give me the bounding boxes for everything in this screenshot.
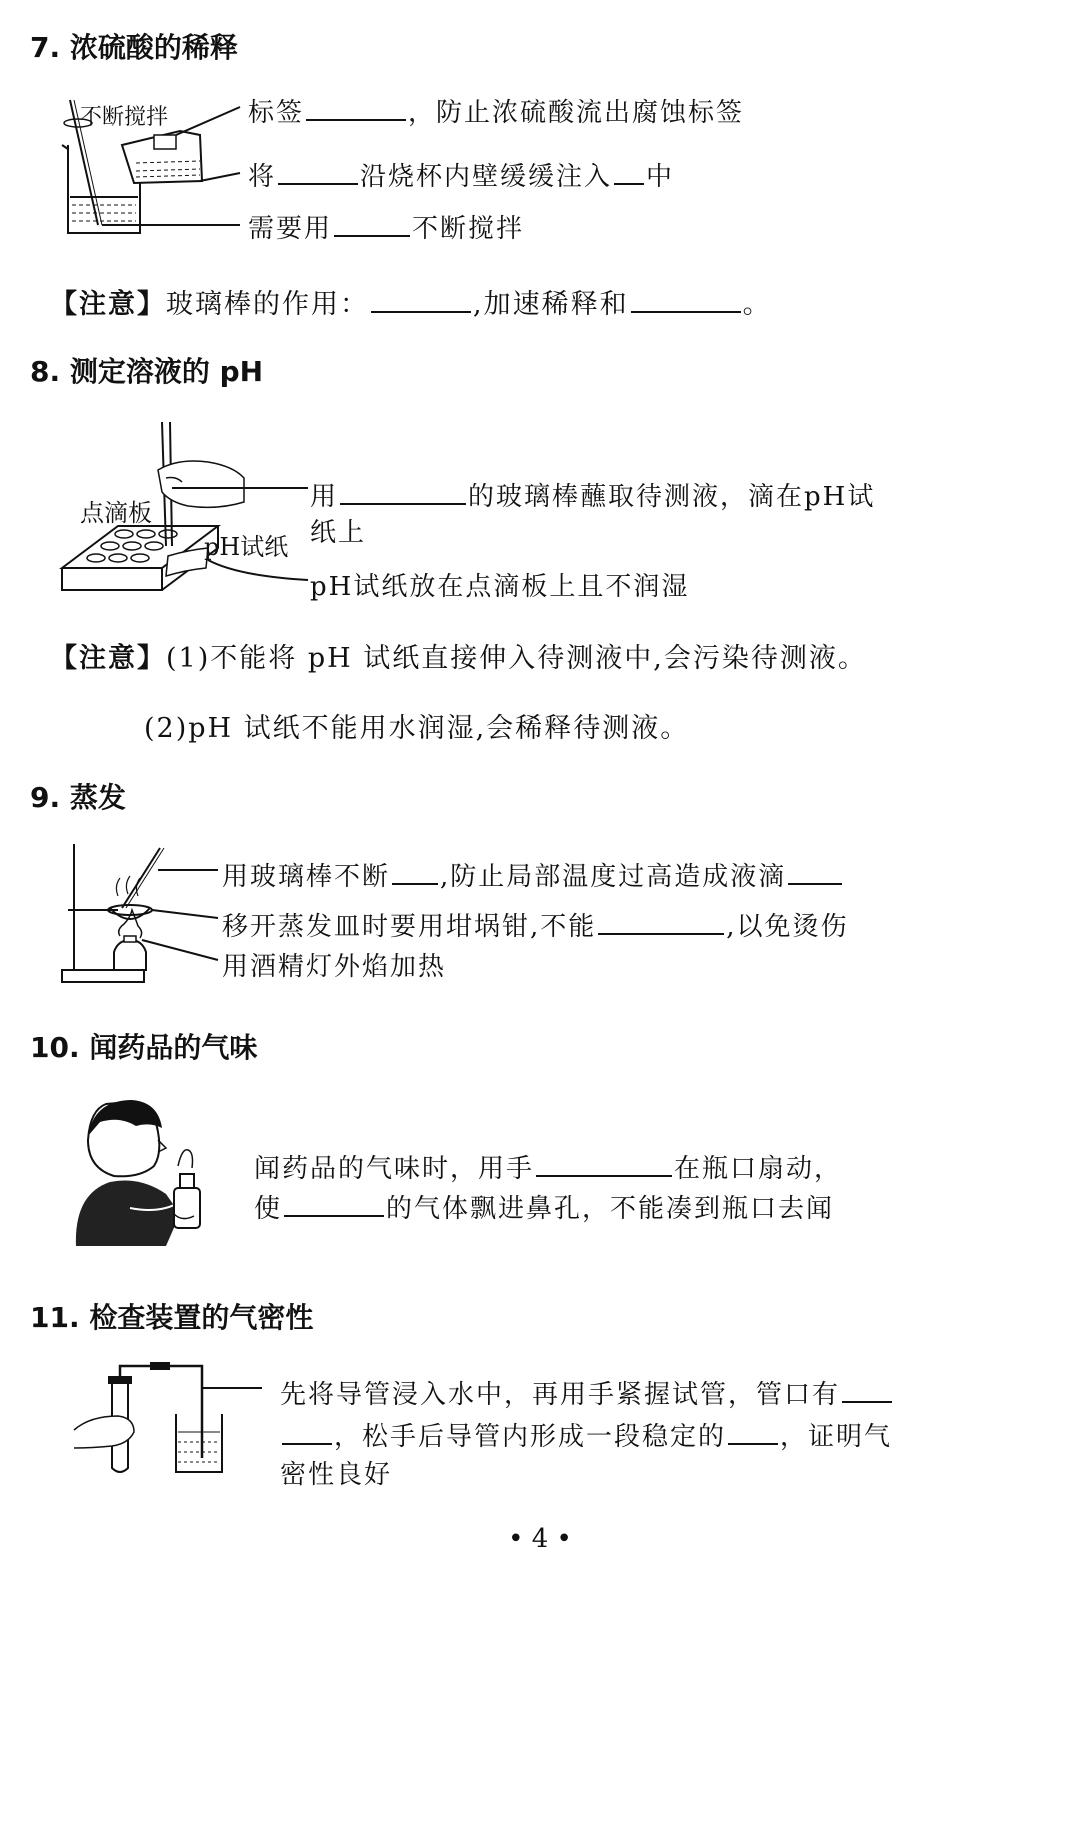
s7-line3-b: 不断搅拌 xyxy=(412,214,525,244)
blank xyxy=(842,1379,892,1403)
page-number: • 4 • xyxy=(508,1524,572,1554)
s7-line3 xyxy=(248,208,524,245)
spot-plate-label: 点滴板 xyxy=(80,499,152,527)
s8-line1 xyxy=(310,476,875,513)
s7-line3-a: 需要用 xyxy=(248,214,333,244)
s7-line1-b: ，防止浓硫酸流出腐蚀标签 xyxy=(408,98,745,128)
s8-line2: pH试纸放在点滴板上且不润湿 xyxy=(310,572,690,602)
s7-line2-b: 沿烧杯内壁缓缓注入 xyxy=(360,162,613,192)
s7-note-a: 玻璃棒的作用： xyxy=(166,289,369,320)
airtightness-figure xyxy=(72,1358,262,1478)
s10-line2 xyxy=(254,1188,834,1225)
blank xyxy=(614,161,644,185)
blank xyxy=(340,481,466,505)
blank xyxy=(306,97,406,121)
s7-line1-a: 标签 xyxy=(248,98,305,128)
s10-line2-a: 使 xyxy=(254,1194,283,1224)
note-heading: 【注意】 xyxy=(50,643,166,674)
stir-label: 不断搅拌 xyxy=(80,105,169,130)
s9-line3: 用酒精灯外焰加热 xyxy=(222,952,447,982)
s11-line2-c: ，证明气 xyxy=(780,1422,893,1452)
section-7-title: 7. 浓硫酸的稀释 xyxy=(30,31,238,64)
s8-note1 xyxy=(50,636,867,675)
s11-line2-b: ，松手后导管内形成一段稳定的 xyxy=(334,1422,727,1452)
blank xyxy=(631,289,741,313)
s11-line1-text: 先将导管浸入水中，再用手紧握试管，管口有 xyxy=(280,1380,841,1410)
section-10-title: 10. 闻药品的气味 xyxy=(30,1031,258,1064)
s7-line1 xyxy=(248,92,744,129)
s7-line2-c: 中 xyxy=(646,162,675,192)
s8-line1-wrap: 纸上 xyxy=(310,518,367,548)
blank xyxy=(536,1153,672,1177)
s7-note-b: ,加速稀释和 xyxy=(473,289,629,320)
section-9-title: 9. 蒸发 xyxy=(30,781,126,814)
blank xyxy=(282,1421,332,1445)
smelling-figure xyxy=(70,1096,220,1256)
blank xyxy=(788,861,842,885)
evaporation-figure xyxy=(58,840,218,990)
s9-line2 xyxy=(222,906,849,943)
s9-line1-a: 用玻璃棒不断 xyxy=(222,862,391,892)
section-8-title: 8. 测定溶液的 pH xyxy=(30,355,264,388)
s8-line1-b: 的玻璃棒蘸取待测液，滴在pH试 xyxy=(468,482,876,512)
s10-line1 xyxy=(254,1148,842,1185)
s11-line1 xyxy=(280,1374,894,1411)
blank xyxy=(334,213,410,237)
s9-line1 xyxy=(222,856,844,893)
note-heading: 【注意】 xyxy=(50,289,166,320)
s10-line2-b: 的气体飘进鼻孔，不能凑到瓶口去闻 xyxy=(386,1194,835,1224)
s9-line2-b: ,以免烫伤 xyxy=(726,912,849,942)
ph-paper-label: pH试纸 xyxy=(204,533,289,561)
s8-note2: (2)pH 试纸不能用水润湿,会稀释待测液。 xyxy=(144,713,690,744)
s11-line3: 密性良好 xyxy=(280,1460,393,1490)
s10-line1-a: 闻药品的气味时，用手 xyxy=(254,1154,535,1184)
s9-line1-b: ,防止局部温度过高造成液滴 xyxy=(440,862,787,892)
blank xyxy=(284,1193,384,1217)
blank xyxy=(728,1421,778,1445)
blank xyxy=(278,161,358,185)
s7-line2 xyxy=(248,156,674,193)
s8-note1-text: (1)不能将 pH 试纸直接伸入待测液中,会污染待测液。 xyxy=(166,643,867,674)
blank xyxy=(371,289,471,313)
s9-line2-a: 移开蒸发皿时要用坩埚钳,不能 xyxy=(222,912,597,942)
s7-line2-a: 将 xyxy=(248,162,277,192)
s7-note xyxy=(50,282,772,321)
s7-note-c: 。 xyxy=(742,289,772,320)
blank xyxy=(392,861,438,885)
s8-line1-a: 用 xyxy=(310,482,339,512)
s10-line1-b: 在瓶口扇动， xyxy=(674,1154,843,1184)
blank xyxy=(598,911,724,935)
s11-line2 xyxy=(280,1416,892,1453)
section-11-title: 11. 检查装置的气密性 xyxy=(30,1301,314,1334)
